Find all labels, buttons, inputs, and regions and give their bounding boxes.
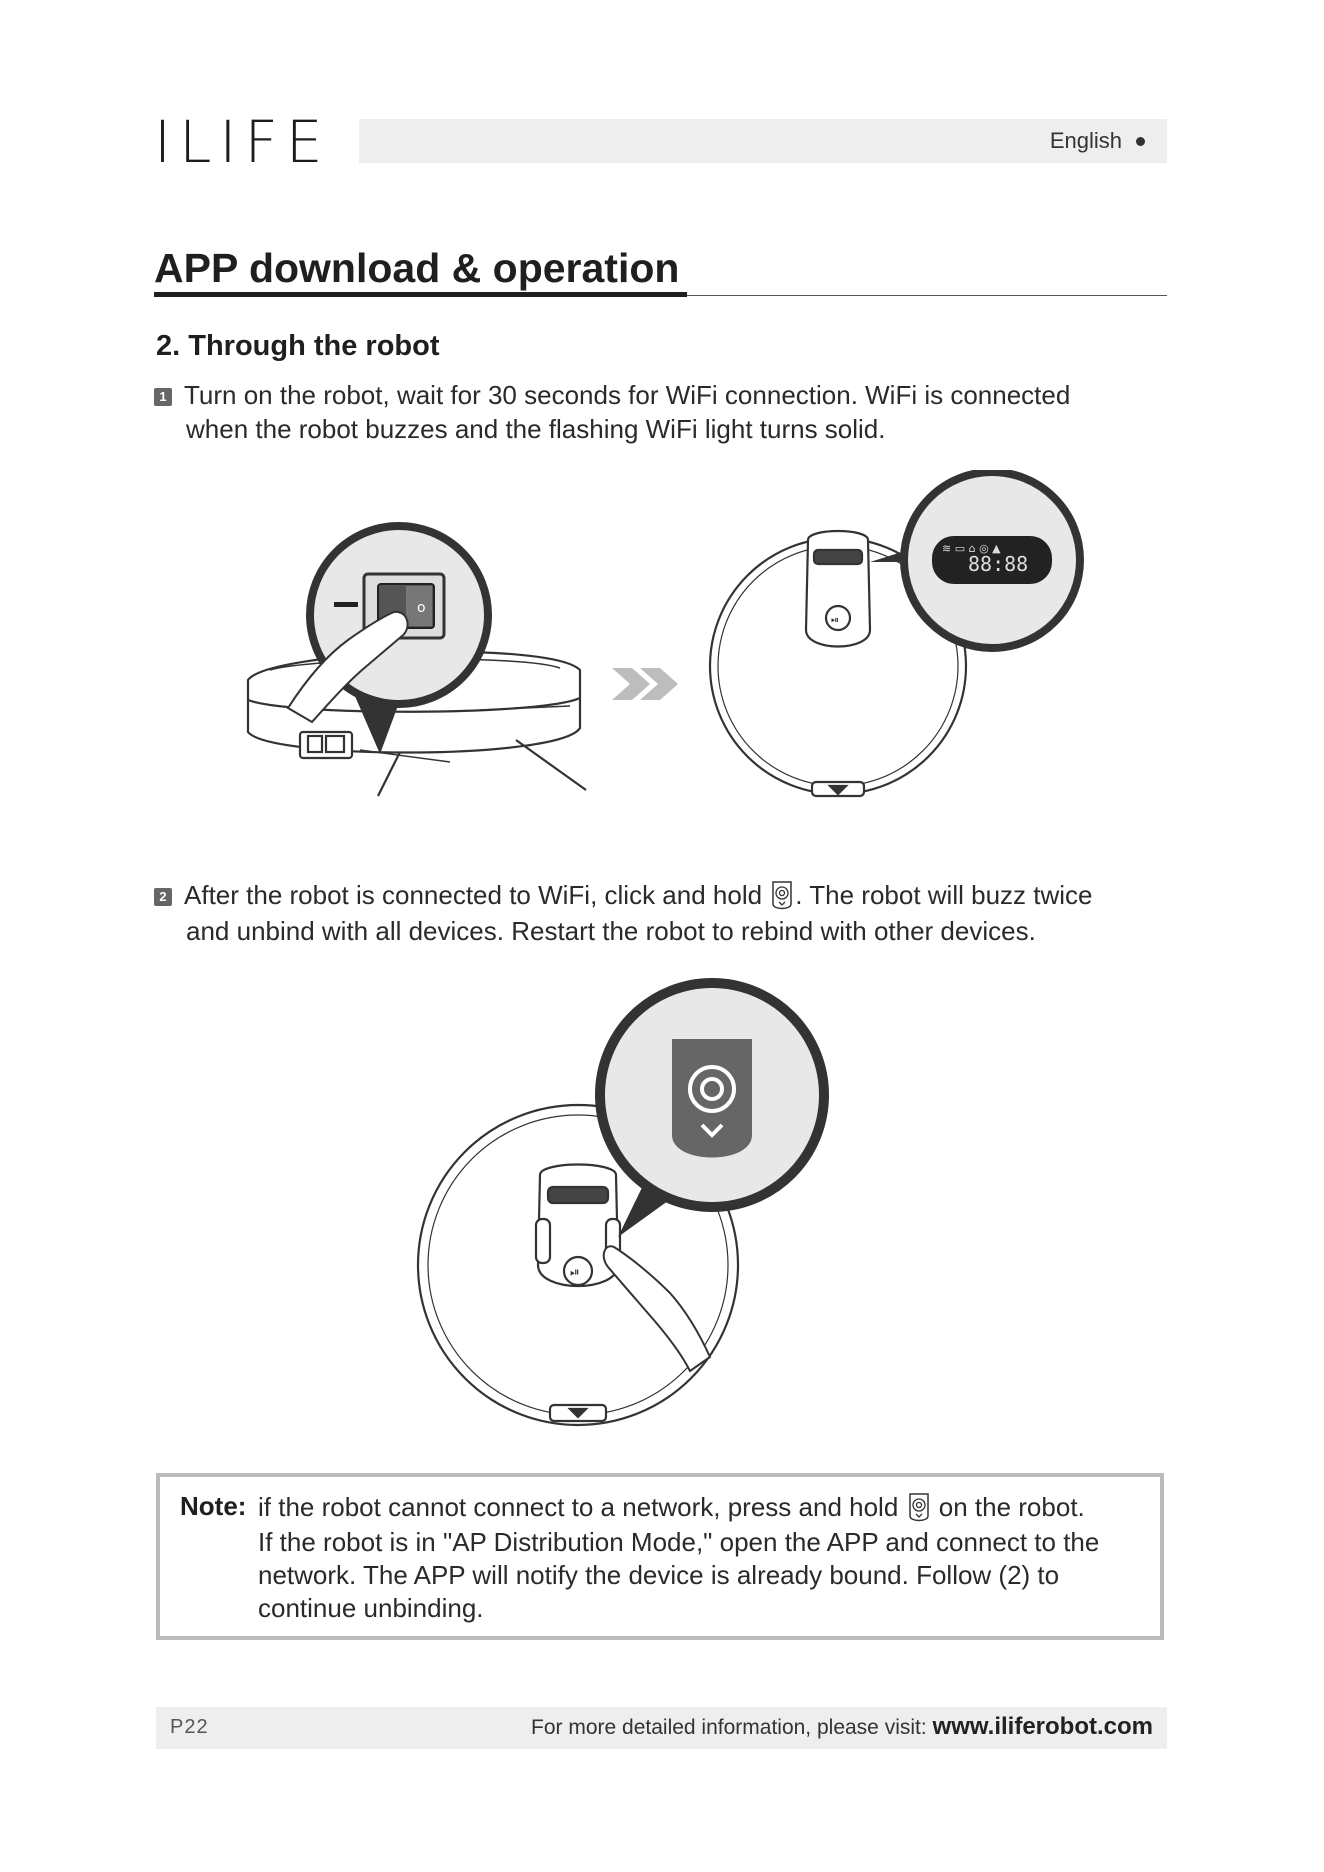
note-text — [258, 1491, 1158, 1625]
footer-bar — [156, 1707, 1167, 1749]
wifi-icon: ≋ ▭ ⌂ ◎ ▲ — [942, 542, 1001, 555]
step-2-line-2: and unbind with all devices. Restart the robot to rebind with other devices. — [186, 916, 1036, 946]
note-line-3: network. The APP will notify the device is already bound. Follow (2) to — [258, 1560, 1060, 1590]
step-1-line-2: when the robot buzzes and the flashing WiFi light turns solid. — [186, 414, 886, 444]
title-rule — [687, 295, 1167, 296]
step-1 — [154, 378, 1174, 446]
step-number-2: 2 — [154, 888, 172, 906]
illustration-unbind — [400, 975, 840, 1435]
note-line-1b: on the robot. — [938, 1492, 1085, 1522]
section-subtitle: 2. Through the robot — [156, 330, 440, 362]
note-line-1a: if the robot cannot connect to a network, press and hold — [258, 1492, 899, 1522]
website-link[interactable]: www.iliferobot.com — [932, 1713, 1153, 1740]
footer-text: For more detailed information, please visit: — [531, 1716, 927, 1739]
language-selector[interactable] — [1050, 128, 1145, 154]
switch-off-mark — [334, 602, 358, 607]
step-number-1: 1 — [154, 388, 172, 406]
note-line-2: If the robot is in "AP Distribution Mode," open the APP and connect to the — [258, 1527, 1100, 1557]
language-bar — [359, 119, 1167, 163]
step-2 — [154, 878, 1174, 948]
brand-logo: ILIFE — [154, 108, 331, 176]
step-2-line-1b: . The robot will buzz twice — [795, 880, 1093, 910]
step-1-line-1: Turn on the robot, wait for 30 seconds for WiFi connection. WiFi is connected — [184, 380, 1071, 410]
switch-on-mark: o — [417, 600, 426, 616]
wifi-spiral-icon — [908, 1492, 930, 1526]
illustration-power-on — [230, 470, 1090, 810]
step-2-line-1a: After the robot is connected to WiFi, click and hold — [184, 880, 763, 910]
display-readout: 88:88 — [968, 552, 1029, 576]
page-number: P22 — [170, 1716, 209, 1738]
note-line-4: continue unbinding. — [258, 1593, 484, 1623]
play-pause-icon: ⏯ — [570, 1265, 580, 1279]
wifi-spiral-icon — [771, 880, 793, 914]
footer-info — [531, 1713, 1153, 1741]
page-title: APP download & operation — [154, 245, 680, 291]
note-label: Note: — [180, 1491, 247, 1521]
language-label: English — [1049, 128, 1122, 153]
play-pause-icon: ⏯ — [831, 615, 839, 626]
double-chevron-right-icon — [612, 668, 678, 700]
title-underline — [154, 292, 687, 297]
language-dot-icon — [1136, 137, 1145, 146]
